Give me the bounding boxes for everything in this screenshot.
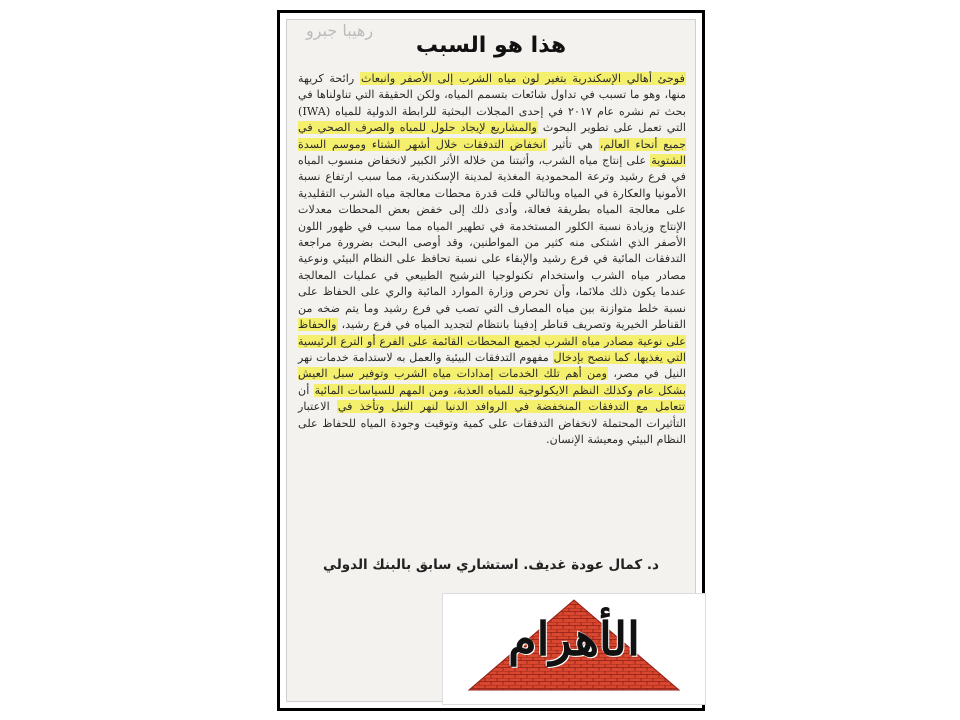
highlight-4: والحفاظ على نوعية مصادر مياه الشرب لجميع المحطات القائمة على الفرع أو الترع الرئيسية التي يغذيها، كما ننصح بإدخال [298,318,686,364]
highlight-2: والمشاريع لإيجاد حلول للمياه والصرف الصحي في جميع أنحاء العالم، [298,121,687,151]
body-text-1: رائحة كريهة منها، وهو ما تسبب في تداول شائعات بتسمم المياه، ولكن الحقيقة التي تناولناها في بحث تم نشره عام ٢٠١٧ في إحدى المجلات البحثية للرابطة الدولية للمياه (IWA) التي تعمل على تطوير البحوث [298,72,687,135]
highlight-3: انخفاض التدفقات خلال أشهر الشتاء وموسم السدة الشتوية [298,137,686,168]
highlight-6: تتعامل مع التدفقات المنخفضة في الروافد الدنيا لنهر النيل وتأخذ في [337,400,685,414]
body-text-4: مفهوم التدفقات البيئية والعمل به لاستدامة خدمات نهر النيل في مصر، [298,350,686,381]
article-headline: هذا هو السبب [415,33,567,58]
newspaper-clipping [286,19,696,702]
highlight-1: فوجئ أهالي الإسكندرية بتغير لون مياه الشرب إلى الأصفر وانبعاث [360,72,685,85]
bleed-through-header: رهيبا جبرو [306,21,374,40]
body-text-5: أن [298,383,314,397]
logo-wordmark: الأهرام [508,612,640,666]
article-body [298,71,686,448]
article-frame [277,10,705,711]
highlight-5: ومن أهم تلك الخدمات إمدادات مياه الشرب وتوفير سبل العيش بشكل عام وكذلك النظم الايكولوجية للمياه العذبة، ومن المهم للسياسات المائية [298,367,686,397]
ahram-logo [442,593,706,705]
body-text-3: على إنتاج مياه الشرب، وأثبتنا من خلاله الأثر الكبير لانخفاض منسوب المياه في فرع رشيد وترعة المحمودية المغذية لمدينة الإسكندرية، مما سبب ارتفاع نسبة الأمونيا والعكارة في المياه وبالتالي قلت قدرة محطات معالجة مياه الشرب التقليدية على معالجة المياه بطريقة فعالة، وأدى ذلك إلى خفض بعض المحطات معدلات الإنتاج وزيادة نسبة الكلور المستخدمة في تطهير المياه مما سبب في ظهور اللون الأصفر الذي اشتكى منه كثير من المواطنين، وقد أوصى البحث بضرورة مراجعة التدفقات المائية في فرع رشيد والإبقاء على نسبة تحافظ على النظام البيئي ونوعية مصادر مياه الشرب واستخدام تكنولوجيا الترشيح الطبيعي في عمليات المعالجة عندما يكون ذلك ملائما، وأن تحرص وزارة الموارد المائية والري على الحفاظ على نسبة خلط متوازنة بين مياه المصارف التي تصب في فرع رشيد وما يتم ضخه من القناطر الخيرية وتصريف قناطر إدفينا بانتظام لتجديد المياه في فرع رشيد، [298,154,686,332]
body-text-2: هي تأثير [546,137,599,151]
body-text-6: الاعتبار التأثيرات المحتملة لانخفاض التدفقات على كمية وتوقيت وجودة المياه للحفاظ على النظام البيئي ومعيشة الإنسان. [298,400,686,446]
article-byline: د. كمال عودة غديف. استشاري سابق بالبنك الدولي [323,557,659,573]
